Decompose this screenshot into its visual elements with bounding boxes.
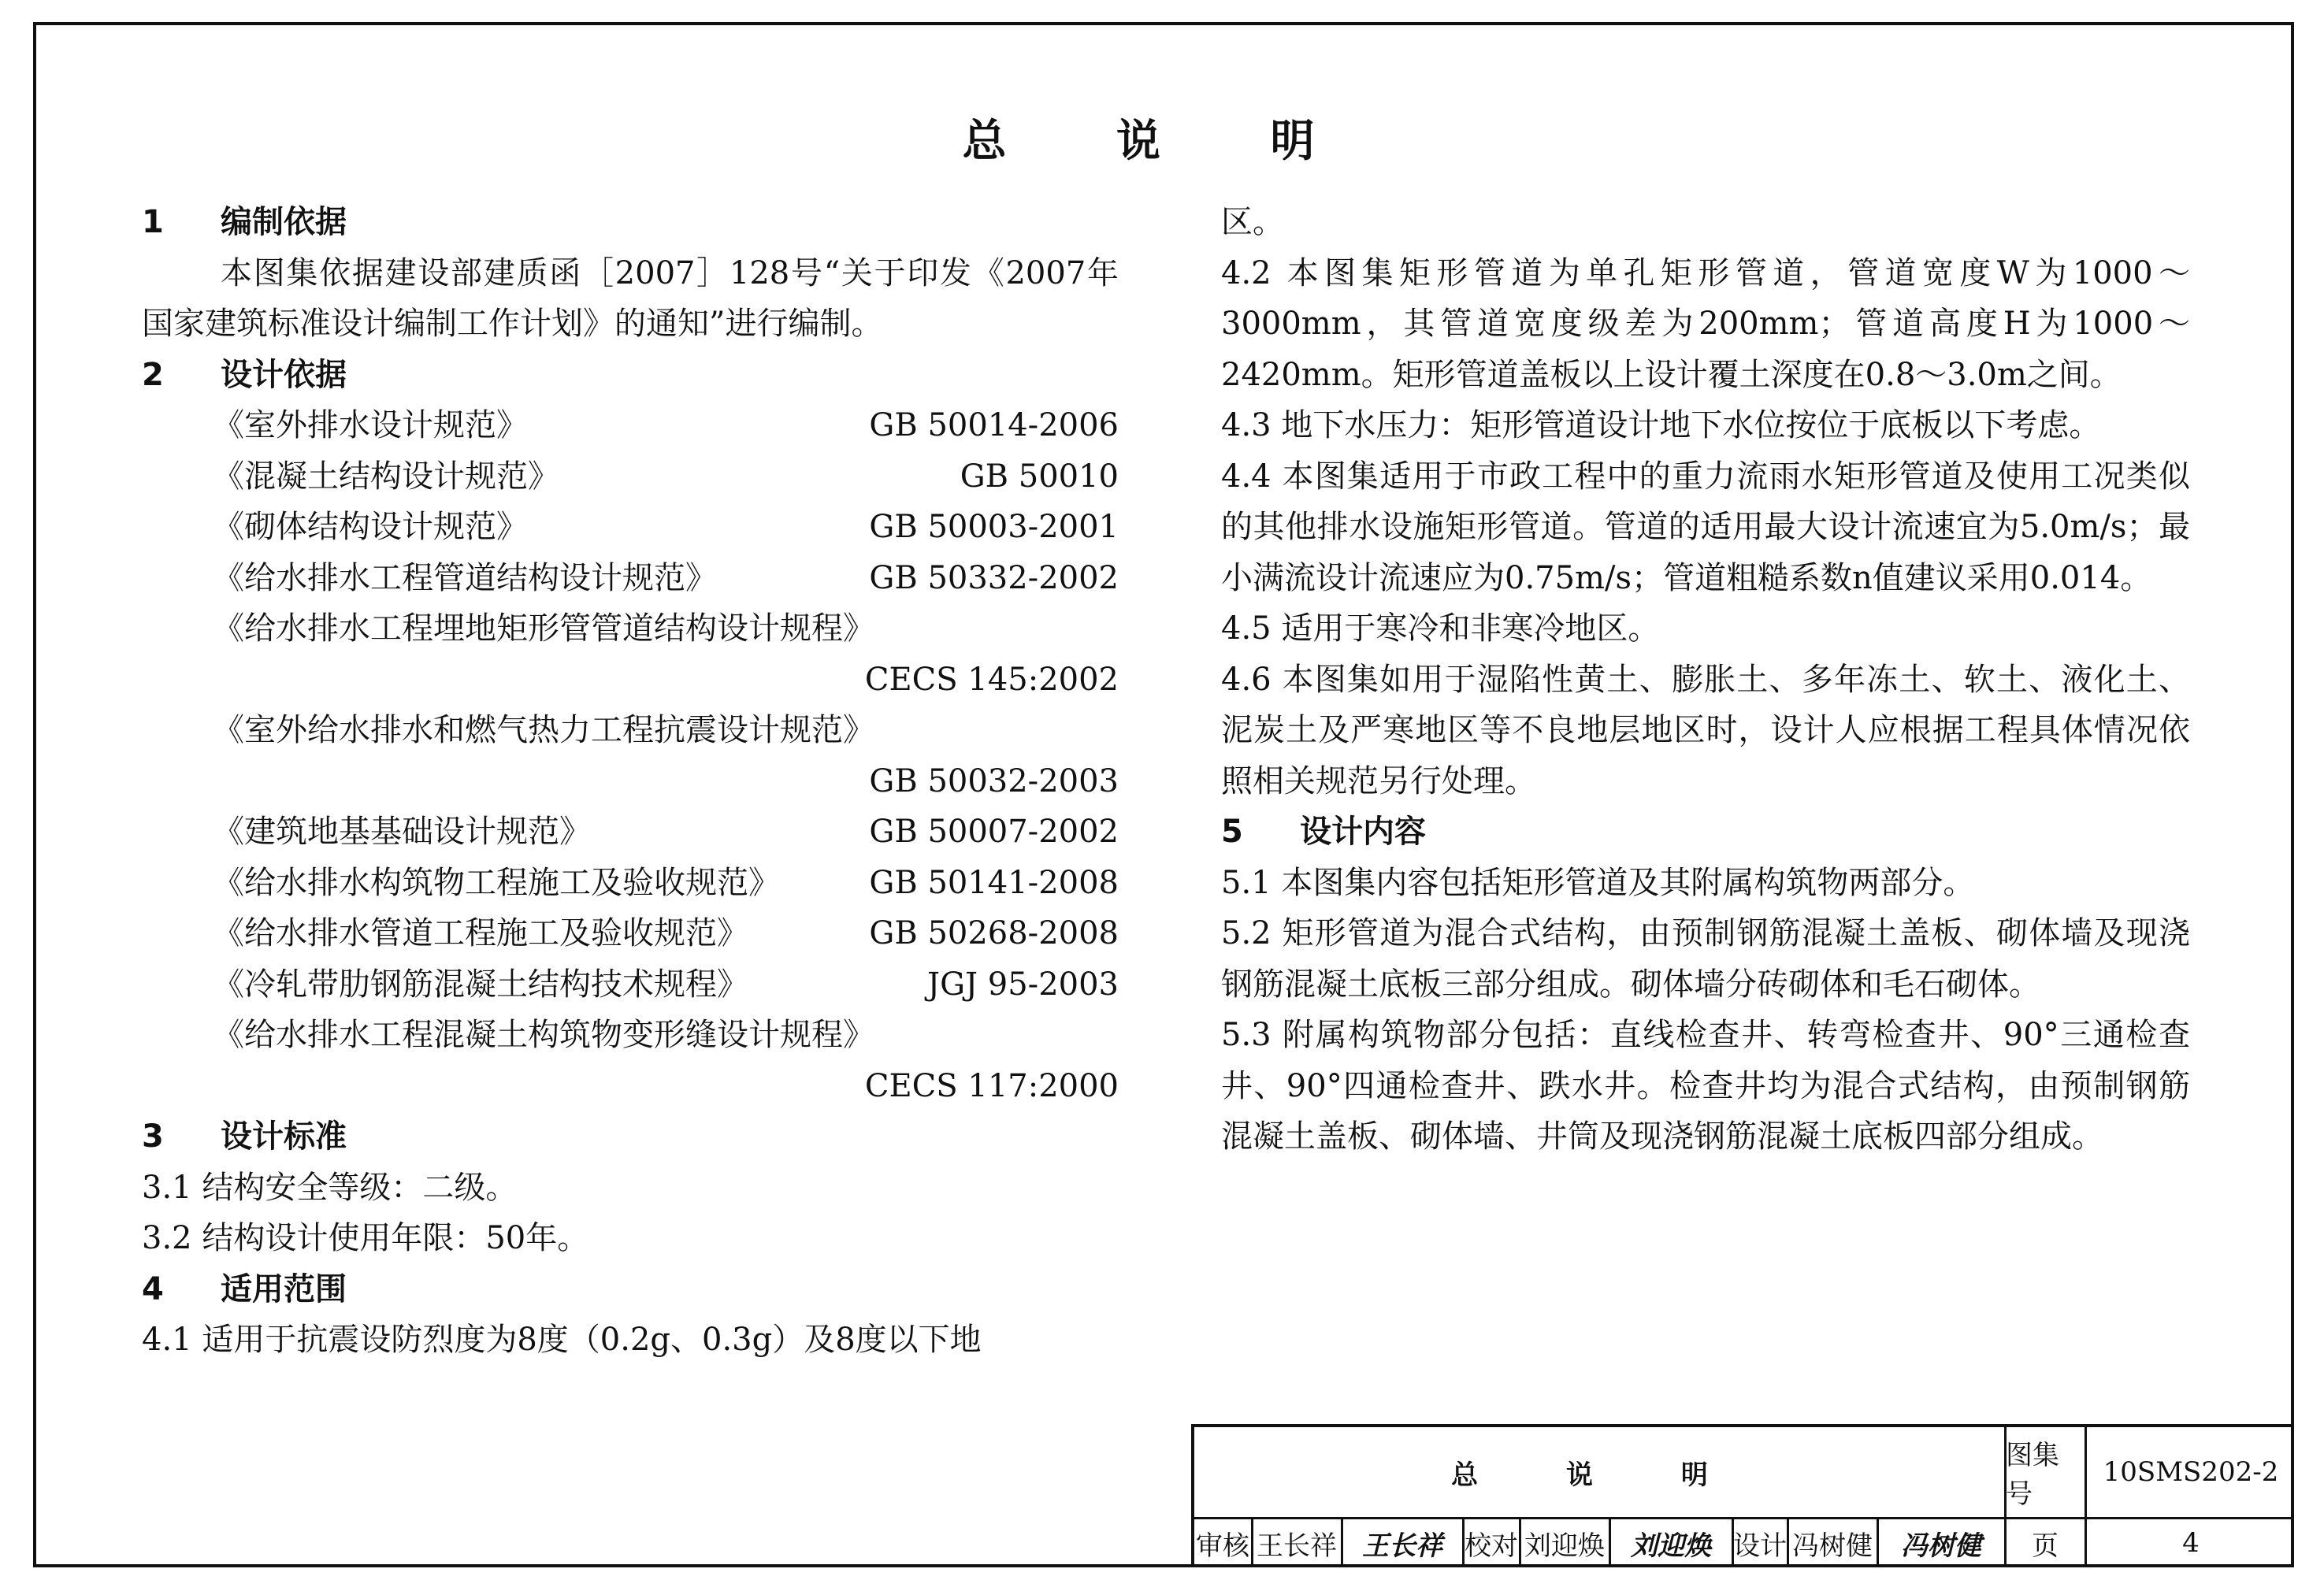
- reference-item: [142, 807, 1119, 858]
- check-label: 校对: [1465, 1530, 1518, 1562]
- reference-item: [142, 858, 1119, 909]
- reference-item: [142, 1061, 1119, 1112]
- section-3-1: 3.1 结构安全等级：二级。: [142, 1169, 518, 1206]
- section-4-3: 4.3 地下水压力：矩形管道设计地下水位按位于底板以下考虑。: [1221, 407, 2101, 443]
- reference-name: 《给水排水工程管道结构设计规范》: [213, 559, 717, 596]
- section-4-1-start: 4.1 适用于抗震设防烈度为8度（0.2g、0.3g）及8度以下地: [142, 1322, 982, 1358]
- reference-name: 《给水排水工程混凝土构筑物变形缝设计规程》: [213, 1017, 874, 1053]
- design-name: 冯树健: [1792, 1530, 1873, 1562]
- review-signature: 王长祥: [1362, 1530, 1442, 1562]
- reference-name: 《室外给水排水和燃气热力工程抗震设计规范》: [213, 712, 874, 748]
- reference-item: [142, 1010, 1119, 1061]
- page-title: 总 说 明: [962, 116, 1362, 167]
- section-3-heading: 3 设计标准: [142, 1118, 347, 1155]
- page-number: 4: [2182, 1527, 2200, 1559]
- reference-item: [142, 553, 1119, 604]
- reference-code: GB 50268-2008: [869, 915, 1119, 951]
- reference-item: [142, 655, 1119, 706]
- reference-code: GB 50141-2008: [869, 864, 1119, 901]
- section-4-heading: 4 适用范围: [142, 1270, 347, 1307]
- reference-name: 《给水排水构筑物工程施工及验收规范》: [213, 864, 780, 901]
- section-5-heading: 5 设计内容: [1221, 814, 1426, 850]
- review-name: 王长祥: [1257, 1530, 1337, 1562]
- title-block-title: 总 说 明: [1451, 1459, 1747, 1491]
- reference-code: GB 50003-2001: [869, 509, 1119, 545]
- reference-name: 《给水排水管道工程施工及验收规范》: [213, 915, 748, 951]
- reference-code: GB 50332-2002: [869, 559, 1119, 596]
- section-4-2: 4.2 本图集矩形管道为单孔矩形管道，管道宽度W为1000～3000mm，其管道宽度级差为200mm；管道高度H为1000～2420mm。矩形管道盖板以上设计覆土深度在0.8～3.0m之间。: [1221, 254, 2190, 393]
- reference-item: [142, 959, 1119, 1011]
- atlas-number-label: 图集号: [2006, 1440, 2059, 1510]
- section-5-2: 5.2 矩形管道为混合式结构，由预制钢筋混凝土盖板、砌体墙及现浇钢筋混凝土底板三部分组成。砌体墙分砖砌体和毛石砌体。: [1221, 915, 2190, 1003]
- reference-name: 《冷轧带肋钢筋混凝土结构技术规程》: [213, 966, 748, 1003]
- reference-code: GB 50014-2006: [869, 407, 1119, 443]
- section-4-5: 4.5 适用于寒冷和非寒冷地区。: [1221, 610, 1660, 647]
- atlas-number: 10SMS202-2: [2103, 1456, 2279, 1488]
- reference-item: [142, 756, 1119, 807]
- reference-list: [142, 400, 1119, 1111]
- reference-code: GB 50032-2003: [869, 762, 1119, 799]
- check-signature: 刘迎焕: [1631, 1530, 1711, 1562]
- reference-item: [142, 502, 1119, 553]
- left-column: [142, 197, 1119, 1366]
- reference-item: [142, 908, 1119, 959]
- design-signature: 冯树健: [1901, 1530, 1981, 1562]
- section-5-1: 5.1 本图集内容包括矩形管道及其附属构筑物两部分。: [1221, 864, 1975, 901]
- reference-item: [142, 705, 1119, 756]
- reference-name: 《室外排水设计规范》: [213, 407, 528, 443]
- section-5-3: 5.3 附属构筑物部分包括：直线检查井、转弯检查井、90°三通检查井、90°四通检查井、跌水井。检查井均为混合式结构，由预制钢筋混凝土盖板、砌体墙、井筒及现浇钢筋混凝土底板四部分组成。: [1221, 1017, 2190, 1155]
- section-1-heading: 1 编制依据: [142, 204, 347, 240]
- section-3-2: 3.2 结构设计使用年限：50年。: [142, 1220, 589, 1256]
- reference-item: [142, 451, 1119, 503]
- right-column: [1221, 197, 2190, 1163]
- reference-code: CECS 145:2002: [864, 661, 1119, 698]
- section-2-heading: 2 设计依据: [142, 356, 347, 393]
- page-label: 页: [2032, 1530, 2059, 1562]
- reference-name: 《砌体结构设计规范》: [213, 509, 528, 545]
- reference-code: GB 50007-2002: [869, 814, 1119, 850]
- reference-name: 《建筑地基基础设计规范》: [213, 814, 591, 850]
- section-4-6: 4.6 本图集如用于湿陷性黄土、膨胀土、多年冻土、软土、液化土、泥炭土及严寒地区等不良地层地区时，设计人应根据工程具体情况依照相关规范另行处理。: [1221, 661, 2190, 799]
- section-4-1-end: 区。: [1221, 204, 1284, 240]
- design-label: 设计: [1733, 1530, 1787, 1562]
- reference-code: CECS 117:2000: [864, 1067, 1119, 1104]
- reference-item: [142, 603, 1119, 655]
- section-4-4: 4.4 本图集适用于市政工程中的重力流雨水矩形管道及使用工况类似的其他排水设施矩形管道。管道的适用最大设计流速宜为5.0m/s；最小满流设计流速应为0.75m/s；管道粗糙系数n值建议采用0.014。: [1221, 458, 2190, 596]
- title-block: [1191, 1424, 2294, 1567]
- reference-code: JGJ 95-2003: [927, 966, 1119, 1003]
- reference-item: [142, 400, 1119, 451]
- section-1-text: 本图集依据建设部建质函［2007］128号“关于印发《2007年国家建筑标准设计编制工作计划》的通知”进行编制。: [142, 254, 1119, 342]
- reference-name: 《给水排水工程埋地矩形管管道结构设计规程》: [213, 610, 874, 647]
- review-label: 审核: [1196, 1530, 1249, 1562]
- reference-code: GB 50010: [960, 458, 1119, 495]
- reference-name: 《混凝土结构设计规范》: [213, 458, 559, 495]
- check-name: 刘迎焕: [1524, 1530, 1605, 1562]
